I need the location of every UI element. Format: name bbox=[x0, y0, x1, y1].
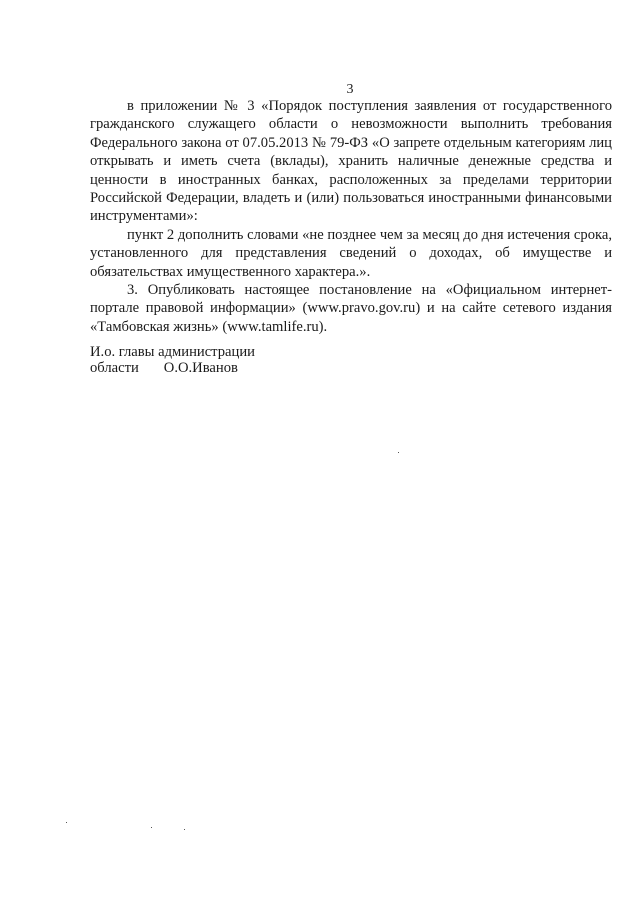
scan-speck bbox=[66, 822, 67, 823]
signature-title-line1: И.о. главы администрации bbox=[90, 344, 255, 360]
paragraph-point-2-addition: пункт 2 дополнить словами «не позднее чем за месяц до дня истечения срока, установленного для представления сведений о доходах, об имуществе и обязательствах имущественного характера.». bbox=[90, 226, 612, 280]
document-body bbox=[90, 97, 612, 336]
paragraph-appendix-amendment: в приложении № 3 «Порядок поступления заявления от государственного гражданского служащего области о невозможности выполнить требования Федерального закона от 07.05.2013 № 79-ФЗ «О запрете отдельным категориям лиц открывать и иметь счета (вклады), хранить наличные денежные средства и ценности в иностранных банках, расположенных за пределами территории Российской Федерации, владеть и (или) пользоваться иностранными финансовыми инструментами»: bbox=[90, 98, 612, 225]
signature-title-line2: области bbox=[90, 359, 139, 376]
scan-speck bbox=[151, 827, 152, 828]
scan-speck bbox=[184, 829, 185, 830]
scan-speck bbox=[398, 452, 399, 453]
page-number: 3 bbox=[346, 82, 354, 97]
signature-block bbox=[90, 345, 255, 376]
signature-name: О.О.Иванов bbox=[163, 359, 238, 376]
signature-line2 bbox=[90, 361, 255, 377]
paragraph-publication-order: 3. Опубликовать настоящее постановление на «Официальном интернет-портале правовой информации» (www.pravo.gov.ru) и на сайте сетевого издания «Тамбовская жизнь» (www.tamlife.ru). bbox=[90, 282, 612, 335]
